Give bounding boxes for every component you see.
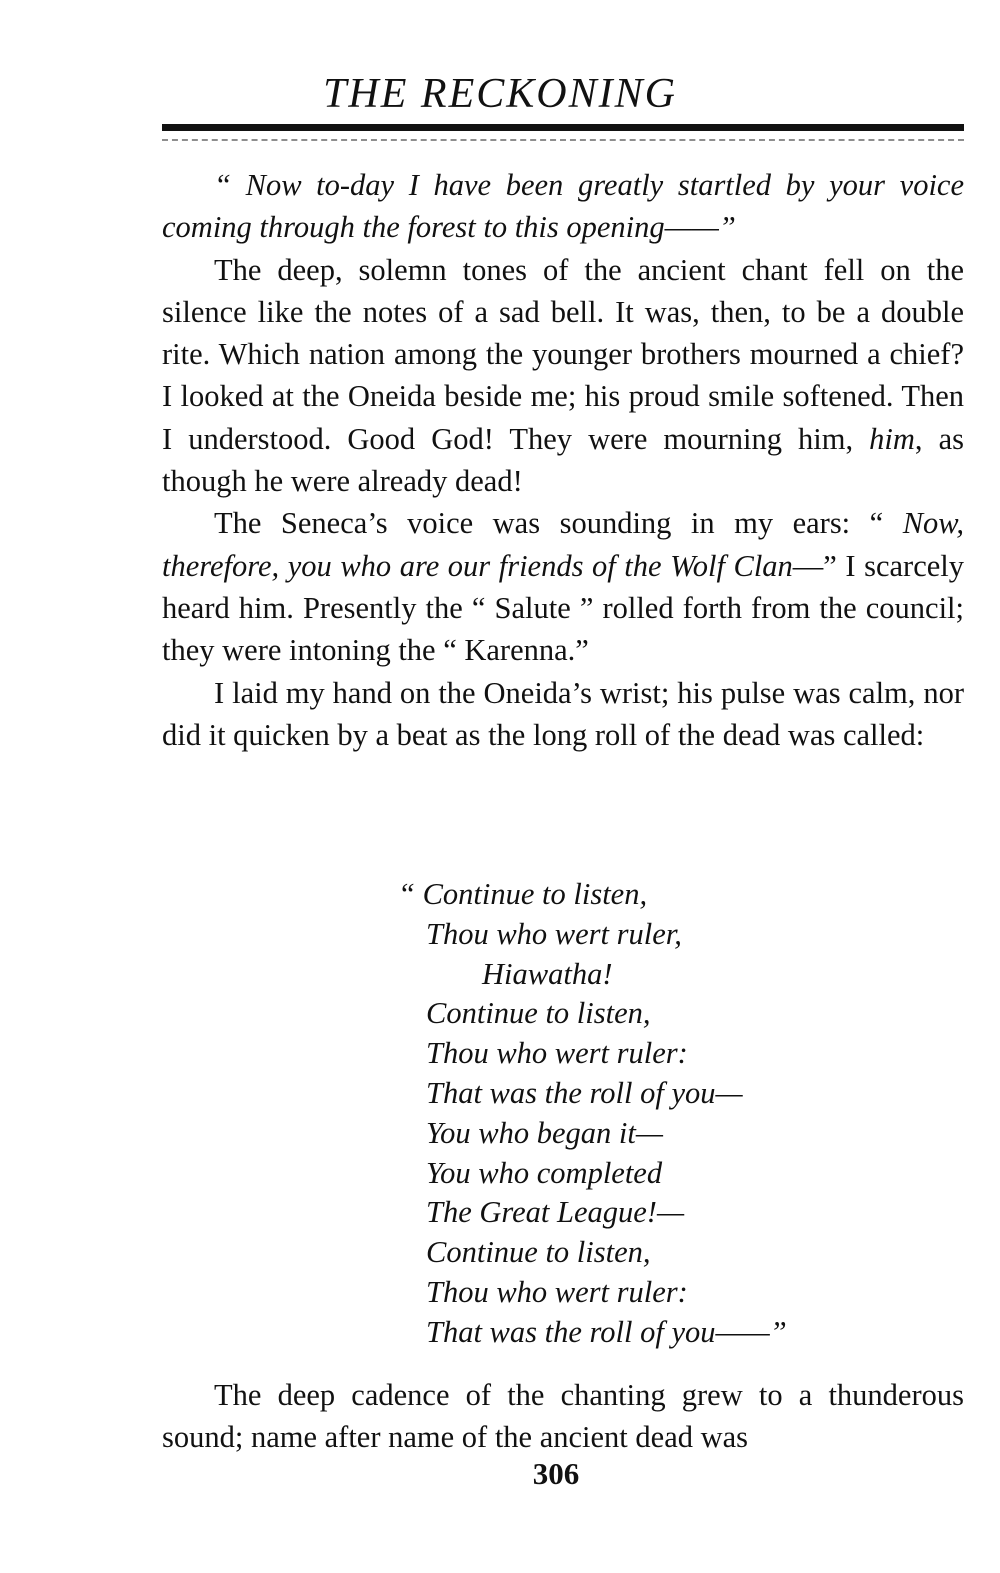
poem-line: Hiawatha!	[482, 956, 613, 991]
poem-line: Thou who wert ruler:	[426, 1274, 688, 1309]
text-segment: The Seneca’s voice was sounding in my ears: “	[214, 506, 903, 541]
paragraph	[162, 502, 964, 671]
closing-text	[162, 1374, 964, 1459]
poem-line: Continue to listen,	[426, 1235, 651, 1270]
poem-line: Thou who wert ruler,	[426, 916, 682, 951]
header-rule-thick	[162, 124, 964, 131]
text-segment: —” I scarcely heard him. Presently the “ Salute ” rolled forth from the council; they were intoning the “ Karenna.”	[162, 548, 965, 668]
italic-text: “ Now to-day I have been greatly startled by your voice coming through the forest to this opening——”	[162, 168, 964, 245]
poem-line: That was the roll of you—	[426, 1075, 743, 1110]
poem-line: That was the roll of you——”	[426, 1314, 787, 1349]
page-number: 306	[532, 1456, 580, 1491]
italic-text: him	[869, 421, 915, 456]
body-text	[162, 164, 964, 756]
running-header: THE RECKONING	[323, 71, 677, 117]
poem-line: “ Continue to listen,	[398, 877, 648, 911]
text-segment: The deep, solemn tones of the ancient chant fell on the silence like the notes of a sad bell. It was, then, to be a double rite. Which nation among the younger brothers mourned a chief? I looked at the Oneida beside me; his proud smile softened. Then I understood. Good God! They were mourning him,	[162, 252, 964, 456]
poem-line: The Great League!—	[426, 1195, 685, 1230]
poem-line: You who began it—	[426, 1115, 663, 1150]
paragraph	[162, 249, 964, 503]
text-segment: , as though he were already dead!	[162, 421, 964, 499]
poem-line: Thou who wert ruler:	[426, 1036, 688, 1071]
closing-paragraph: The deep cadence of the chanting grew to a thunderous sound; name after name of the ancient dead was	[162, 1378, 964, 1455]
text-segment: I laid my hand on the Oneida’s wrist; his pulse was calm, nor did it quicken by a beat as the long roll of the dead was called:	[162, 675, 964, 752]
poem-line: Continue to listen,	[426, 996, 651, 1031]
header-rule-thin	[162, 139, 964, 141]
poem-line: You who completed	[426, 1155, 663, 1190]
paragraph	[162, 164, 964, 249]
paragraph	[162, 672, 964, 757]
poem-verse	[398, 875, 787, 1353]
italic-text: Now, therefore, you who are our friends of the Wolf Clan	[162, 506, 964, 583]
